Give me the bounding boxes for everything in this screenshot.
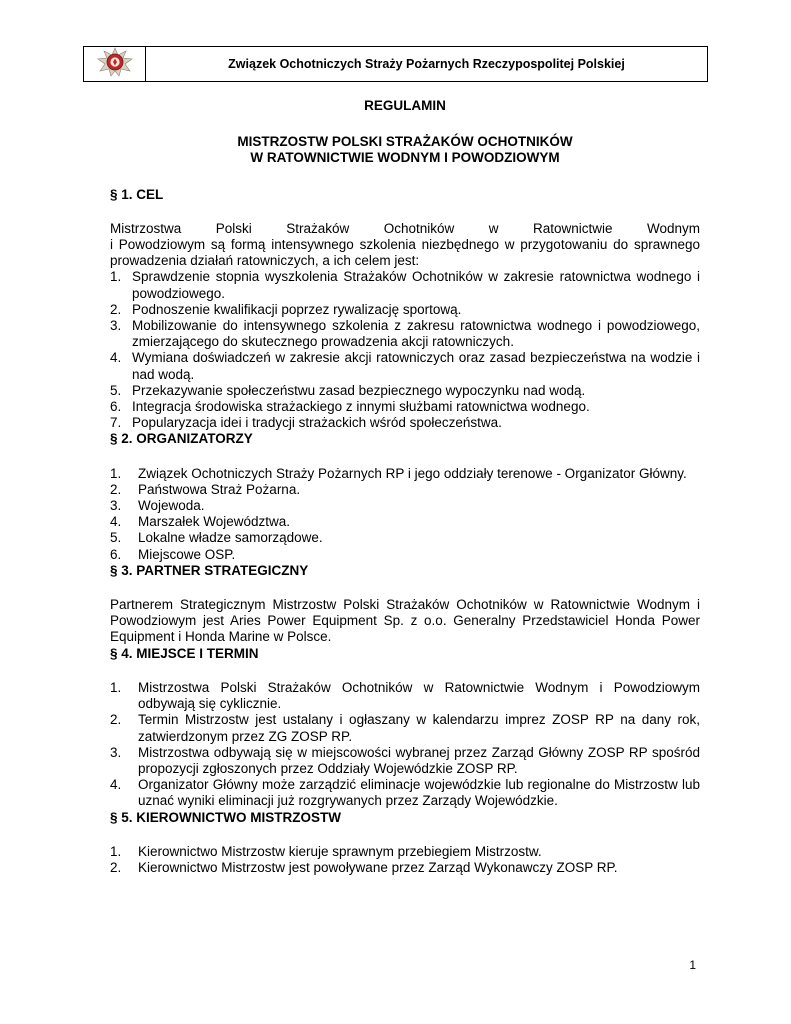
section-heading: § 5. KIEROWNICTWO MISTRZOSTW — [110, 809, 341, 825]
list-item — [110, 530, 700, 546]
list-number: 5. — [110, 382, 122, 398]
list-number: 5. — [110, 530, 122, 546]
list-number: 6. — [110, 546, 122, 562]
list-item — [110, 318, 700, 350]
list-item — [110, 860, 700, 876]
list-item — [110, 269, 700, 301]
page-number: 1 — [689, 958, 696, 972]
list-text: Związek Ochotniczych Straży Pożarnych RP i jego oddziały terenowe - Organizator Główny. — [138, 465, 687, 481]
goal-list — [110, 269, 700, 431]
list-number: 2. — [110, 859, 122, 875]
list-number: 2. — [110, 481, 122, 497]
list-item — [110, 383, 700, 399]
list-text: Mistrzostwa Polski Strażaków Ochotników w Ratownictwie Wodnym i Powodziowym odbywają się cyklicznie. — [138, 679, 700, 712]
document-body — [110, 98, 700, 876]
list-item — [110, 466, 700, 482]
list-text: Wymiana doświadczeń w zakresie akcji ratowniczych oraz zasad bezpieczeństwa na wodzie i nad wodą. — [132, 350, 700, 382]
management-list — [110, 844, 700, 876]
list-text: Marszałek Województwa. — [138, 514, 291, 530]
venue-list — [110, 680, 700, 810]
list-item — [110, 415, 700, 431]
list-number: 1. — [110, 269, 122, 285]
list-number: 4. — [110, 777, 122, 793]
list-item — [110, 498, 700, 514]
list-item — [110, 680, 700, 712]
list-number: 3. — [110, 498, 122, 514]
list-number: 6. — [110, 399, 122, 415]
list-number: 1. — [110, 465, 122, 481]
list-text: Wojewoda. — [138, 498, 205, 514]
organizer-list — [110, 466, 700, 563]
list-item — [110, 350, 700, 382]
list-number: 4. — [110, 514, 122, 530]
paragraph: i Powodziowym są formą intensywnego szkolenia niezbędnego w przygotowaniu do sprawnego prowadzenia działań ratowniczych, a ich celem jest: — [110, 237, 700, 269]
section-heading: § 2. ORGANIZATORZY — [110, 431, 253, 447]
list-text: Państwowa Straż Pożarna. — [138, 481, 301, 497]
list-text: Kierownictwo Mistrzostw kieruje sprawnym przebiegiem Mistrzostw. — [138, 843, 542, 859]
paragraph: Partnerem Strategicznym Mistrzostw Polski Strażaków Ochotników w Ratownictwie Wodnym i Powodziowym jest Aries Power Equipment Sp. z o.o. Generalny Przedstawiciel Honda Power Equipment i Honda Marine w Polsce. — [110, 597, 700, 645]
list-text: Sprawdzenie stopnia wyszkolenia Strażaków Ochotników w zakresie ratownictwa wodnego i powodziowego. — [132, 269, 700, 301]
list-item — [110, 745, 700, 777]
doc-title: REGULAMIN — [364, 98, 446, 113]
osp-emblem-icon — [95, 47, 135, 82]
list-text: Lokalne władze samorządowe. — [138, 530, 323, 546]
list-item — [110, 399, 700, 415]
list-item — [110, 712, 700, 744]
section-heading: § 1. CEL — [110, 186, 164, 202]
list-item — [110, 547, 700, 563]
list-number: 3. — [110, 318, 122, 334]
section-heading: § 4. MIEJSCE I TERMIN — [110, 645, 259, 661]
list-number: 1. — [110, 843, 122, 859]
list-item — [110, 482, 700, 498]
list-item — [110, 302, 700, 318]
page-header — [83, 46, 708, 82]
section-heading: § 3. PARTNER STRATEGICZNY — [110, 562, 309, 578]
paragraph: Mistrzostwa Polski Strażaków Ochotników w Ratownictwie Wodnym — [110, 220, 700, 236]
list-text: Mobilizowanie do intensywnego szkolenia z zakresu ratownictwa wodnego i powodziowego, zmierzającego do skutecznego prowadzenia akcji ratowniczych. — [132, 318, 700, 350]
logo-cell — [84, 47, 146, 81]
list-number: 2. — [110, 712, 122, 728]
list-text: Popularyzacja idei i tradycji strażackich wśród społeczeństwa. — [132, 415, 502, 431]
list-text: Miejscowe OSP. — [138, 546, 236, 562]
list-item — [110, 844, 700, 860]
list-text: Organizator Główny może zarządzić eliminacje wojewódzkie lub regionalne do Mistrzostw lub uznać wyniki eliminacji już rozgrywanych przez Zarządy Wojewódzkie. — [138, 777, 700, 809]
list-text: Kierownictwo Mistrzostw jest powoływane przez Zarząd Wykonawczy ZOSP RP. — [138, 859, 618, 875]
list-text: Przekazywanie społeczeństwu zasad bezpiecznego wypoczynku nad wodą. — [132, 382, 586, 398]
header-title: Związek Ochotniczych Straży Pożarnych Rzeczypospolitej Polskiej — [228, 57, 625, 71]
list-text: Integracja środowiska strażackiego z innymi służbami ratownictwa wodnego. — [132, 399, 590, 415]
list-item — [110, 777, 700, 809]
list-number: 7. — [110, 415, 122, 431]
list-item — [110, 514, 700, 530]
list-number: 3. — [110, 744, 122, 760]
list-text: Mistrzostwa odbywają się w miejscowości wybranej przez Zarząd Główny ZOSP RP spośród propozycji zgłoszonych przez Oddziały Wojewódzkie ZOSP RP. — [138, 744, 700, 776]
list-text: Podnoszenie kwalifikacji poprzez rywalizację sportową. — [132, 301, 462, 317]
doc-subtitle-line2: W RATOWNICTWIE WODNYM I POWODZIOWYM — [250, 150, 560, 166]
list-number: 1. — [110, 679, 122, 695]
list-text: Termin Mistrzostw jest ustalany i ogłaszany w kalendarzu imprez ZOSP RP na dany rok, zatwierdzonym przez ZG ZOSP RP. — [138, 712, 700, 744]
doc-subtitle-line1: MISTRZOSTW POLSKI STRAŻAKÓW OCHOTNIKÓW — [237, 134, 573, 150]
list-number: 2. — [110, 301, 122, 317]
list-number: 4. — [110, 350, 122, 366]
